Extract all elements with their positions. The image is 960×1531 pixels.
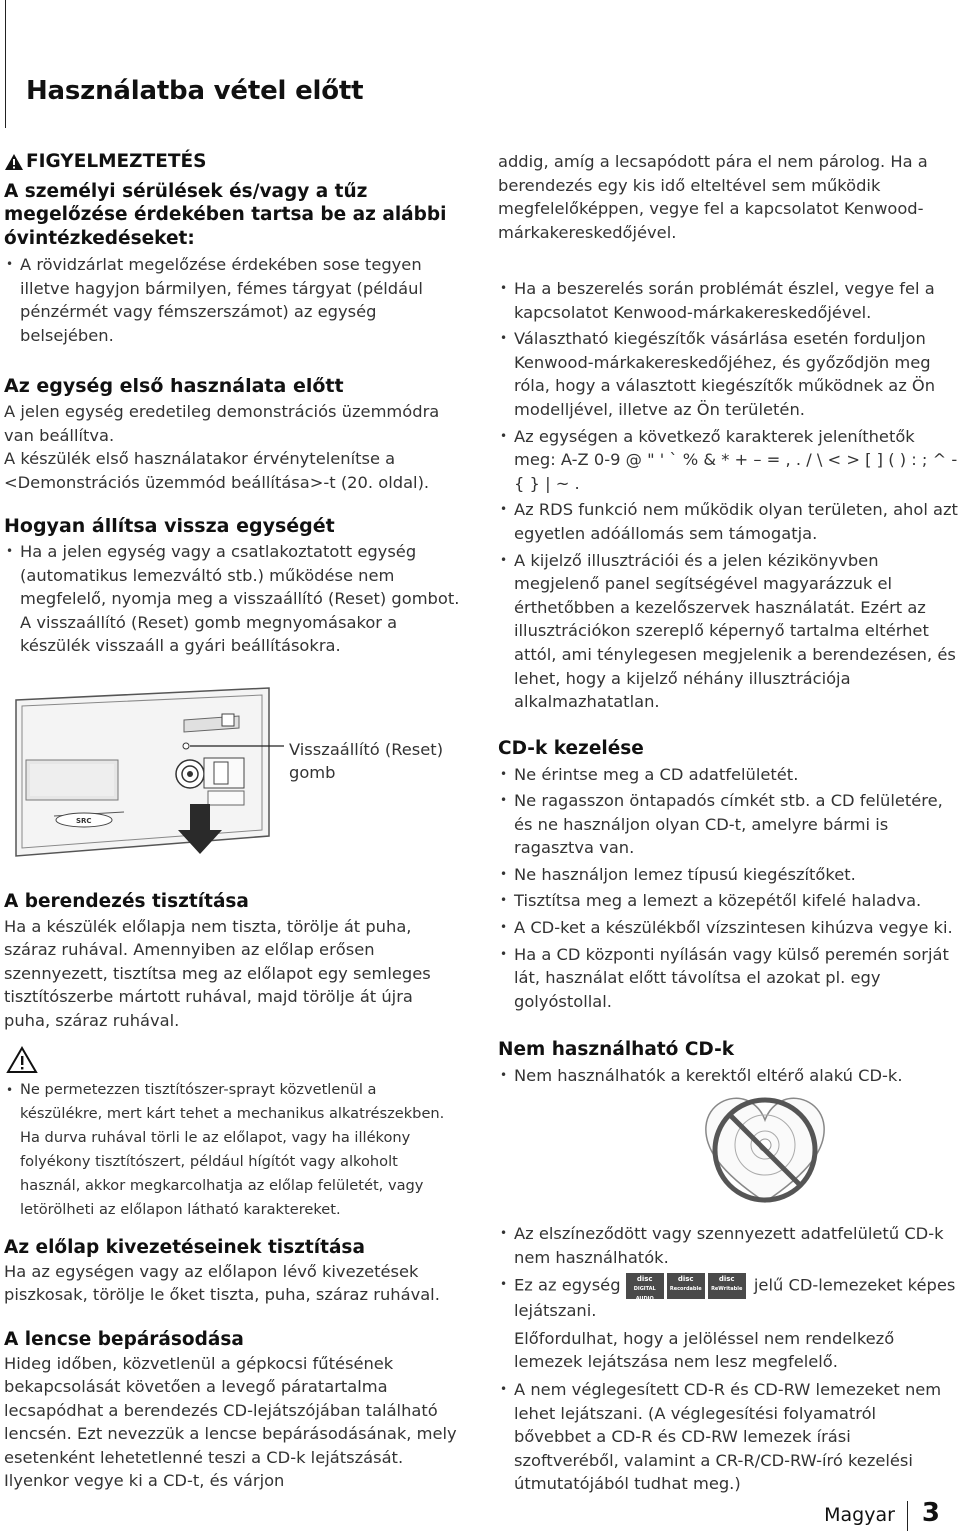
caution-icon bbox=[6, 1046, 38, 1074]
note-item: • Az egységen a következő karakterek jeleníthetők meg: A-Z 0-9 @ " ' ` % & * + – = , . / \ < > [ ] ( ) : ; ^ - { } | ~ . bbox=[498, 425, 958, 496]
cleaning-caution: • Ne permetezzen tisztítószer-sprayt közvetlenül a készülékre, mert kárt tehet a mechanikus alkatrészekben. Ha durva ruhával törli le az előlapot, vagy ha illékony folyékony tisztítószert, például hígítót vagy alkoholt használ, akkor megkarcolhatja az előlap felületét, vagy letörölheti az előlapon látható karaktereket. bbox=[4, 1078, 460, 1222]
fogging-text: Hideg időben, közvetlenül a gépkocsi fűtésének bekapcsolását követően a levegő páratartalma lecsapódhat a berendezés CD-lejátszójában található lencsén. Ezt nevezzük a lencse bepárásodásának, mely esetenként lehetetlenné teszi a CD-k lejátszását. Ilyenkor vegye ki a CD-t, és várjon bbox=[4, 1353, 457, 1491]
cd-handling-item: • Ne ragasszon öntapadós címkét stb. a CD felületére, és ne használjon olyan CD-t, amelyre bármi is ragasztva van. bbox=[498, 789, 958, 860]
first-use-section bbox=[4, 374, 460, 494]
disc-logo-rewritable: disc ReWritable bbox=[708, 1273, 746, 1299]
unusable-cd-heading: Nem használható CD-k bbox=[498, 1039, 735, 1060]
unusable-cd-item: • Nem használhatók a kerektől eltérő alakú CD-k. bbox=[498, 1064, 958, 1088]
cleaning-text: Ha a készülék előlapja nem tiszta, törölje át puha, száraz ruhával. Amennyiben az előlap erősen szennyezett, tisztítsa meg az előlapot egy semleges tisztítószerbe mártott ruhával, majd törölje át újra puha, száraz ruhával. bbox=[4, 916, 431, 1030]
disc-logo-digital-audio: disc DIGITAL AUDIO bbox=[626, 1273, 664, 1299]
cd-handling-item: • Ha a CD központi nyílásán vagy külső peremén sorját lát, használat előtt távolítsa el azokat pl. egy golyóstollal. bbox=[498, 943, 958, 1014]
warning-heading: FIGYELMEZTETÉS bbox=[26, 151, 207, 172]
disc-logo-recordable: disc Recordable bbox=[667, 1273, 705, 1299]
cd-handling-item: • Ne érintse meg a CD adatfelületét. bbox=[498, 763, 958, 787]
cd-handling-section bbox=[498, 737, 958, 1013]
supported-disc-note: Előfordulhat, hogy a jelöléssel nem rendelkező lemezek lejátszása nem lesz megfelelő. bbox=[514, 1328, 895, 1372]
cd-handling-item: • A CD-ket a készülékből vízszintesen kihúzva vegye ki. bbox=[498, 916, 958, 940]
cd-handling-item: • Ne használjon lemez típusú kiegészítőket. bbox=[498, 863, 958, 887]
terminals-heading: Az előlap kivezetéseinek tisztítása bbox=[4, 1237, 365, 1258]
unusable-cd-item bbox=[498, 1273, 958, 1374]
fogging-section bbox=[4, 1328, 460, 1493]
page-number: 3 bbox=[921, 1498, 940, 1528]
page-title: Használatba vétel előtt bbox=[26, 76, 364, 106]
margin-rule bbox=[5, 0, 6, 128]
reset-button-illustration bbox=[14, 686, 284, 866]
reset-bullet: • Ha a jelen egység vagy a csatlakoztatott egység (automatikus lemezváltó stb.) működése nem megfelelő, nyomja meg a visszaállító (Reset) gombot. A visszaállító (Reset) gomb megnyomásakor a készülék visszaáll a gyári beállításokra. bbox=[4, 540, 460, 658]
supported-disc-text-pre: Ez az egység bbox=[514, 1275, 621, 1295]
unusable-cd-section-2 bbox=[498, 1222, 958, 1496]
warning-subheading: A személyi sérülések és/vagy a tűz megelőzése érdekében tartsa be az alábbi óvintézkedéseket: bbox=[4, 180, 447, 249]
reset-section bbox=[4, 514, 460, 658]
unusable-cd-item: • Az elszíneződött vagy szennyezett adatfelületű CD-k nem használhatók. bbox=[498, 1222, 958, 1269]
fogging-continued bbox=[498, 150, 958, 244]
cd-handling-item: • Tisztítsa meg a lemezt a közepétől kifelé haladva. bbox=[498, 889, 958, 913]
supported-disc-text-post: jelű CD-lemezeket képes lejátszani. bbox=[514, 1275, 956, 1321]
reset-figure-label: Visszaállító (Reset) gomb bbox=[289, 740, 444, 782]
cd-handling-heading: CD-k kezelése bbox=[498, 738, 644, 759]
first-use-text2: A készülék első használatakor érvénytelenítse a <Demonstrációs üzemmód beállítása>-t (20. oldal). bbox=[4, 449, 430, 492]
fogging-heading: A lencse bepárásodása bbox=[4, 1329, 244, 1350]
unusable-cd-item: • A nem véglegesített CD-R és CD-RW lemezeket nem lehet lejátszani. (A véglegesítési folyamatról bővebbet a CD-R és CD-RW lemezek írási szoftveréből, valamint a CR-R/CD-RW-író kezelési útmutatójából tudhat meg.) bbox=[498, 1378, 958, 1496]
heart-cd-prohibited-icon bbox=[700, 1090, 830, 1210]
warning-section bbox=[4, 150, 460, 347]
warning-bullet: • A rövidzárlat megelőzése érdekében sose tegyen illetve hagyjon bármilyen, fémes tárgyat (például pénzérmét vagy fémszerszámot) az egység belsejében. bbox=[4, 253, 460, 347]
notes-section bbox=[498, 277, 958, 714]
footer-divider bbox=[907, 1501, 908, 1531]
page-footer bbox=[824, 1498, 940, 1531]
cleaning-heading: A berendezés tisztítása bbox=[4, 891, 249, 912]
note-item: • Az RDS funkció nem működik olyan területen, ahol azt egyetlen adóállomás sem támogatja. bbox=[498, 498, 958, 545]
cleaning-section bbox=[4, 890, 460, 1222]
terminals-text: Ha az egységen vagy az előlapon lévő kivezetések piszkosak, törölje le őket tiszta, puha, száraz ruhával. bbox=[4, 1261, 440, 1305]
reset-heading: Hogyan állítsa vissza egységét bbox=[4, 515, 335, 537]
note-item: • Ha a beszerelés során problémát észlel, vegye fel a kapcsolatot Kenwood-márkakereskedőjével. bbox=[498, 277, 958, 324]
language-label: Magyar bbox=[824, 1504, 895, 1526]
unusable-cd-section bbox=[498, 1038, 958, 1087]
note-item: • Választható kiegészítők vásárlása esetén forduljon Kenwood-márkakereskedőjéhez, és győződjön meg róla, hogy a választott kiegészítők működnek az Ön modelljével, illetve az Ön területén. bbox=[498, 327, 958, 421]
terminals-section bbox=[4, 1236, 460, 1307]
warning-triangle-icon bbox=[4, 153, 24, 171]
first-use-text1: A jelen egység eredetileg demonstrációs üzemmódra van beállítva. bbox=[4, 402, 440, 445]
fogging-continued-text: addig, amíg a lecsapódott pára el nem párolog. Ha a berendezés egy kis idő elteltével sem működik megfelelőképpen, vegye fel a kapcsolatot Kenwood-márkakereskedőjével. bbox=[498, 152, 928, 242]
first-use-heading: Az egység első használata előtt bbox=[4, 375, 344, 397]
src-label: SRC bbox=[76, 817, 92, 825]
note-item: • A kijelző illusztrációi és a jelen kézikönyvben megjelenő panel segítségével magyarázzuk el érthetőbben a kezelőszervek használatát. Ezért az illusztrációkon szereplő képernyő tartalma eltérhet attól, ami ténylegesen megjelenik a berendezésen, és lehet, hogy a kijelző néhány illusztrációja alkalmazhatatlan. bbox=[498, 549, 958, 714]
